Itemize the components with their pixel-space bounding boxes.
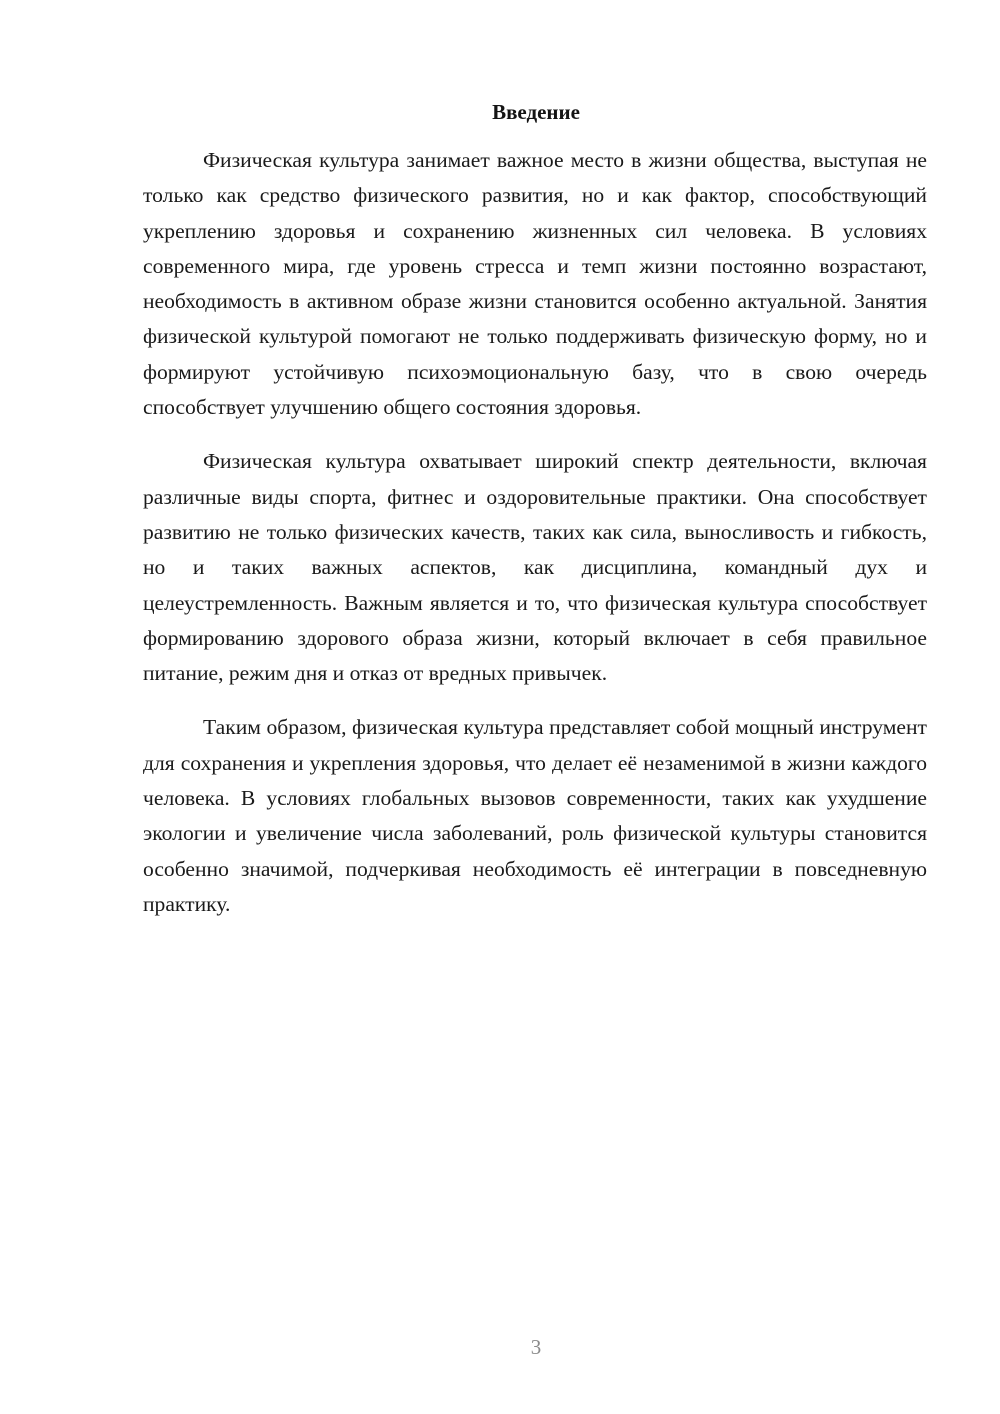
paragraph-3: Таким образом, физическая культура представляет собой мощный инструмент для сохранения и укрепления здоровья, что делает её незаменимой в жизни каждого человека. В условиях глобальных вызовов современности, таких как ухудшение экологии и увеличение числа заболеваний, роль физической культуры становится особенно значимой, подчеркивая необходимость её интеграции в повседневную практику. [143,715,927,916]
paragraph-1: Физическая культура занимает важное место в жизни общества, выступая не только как средство физического развития, но и как фактор, способствующий укреплению здоровья и сохранению жизненных сил человека. В условиях современного мира, где уровень стресса и темп жизни постоянно возрастают, необходимость в активном образе жизни становится особенно актуальной. Занятия физической культурой помогают не только поддерживать физическую форму, но и формируют устойчивую психоэмоциональную базу, что в свою очередь способствует улучшению общего состояния здоровья. [143,148,927,420]
body-text [143,143,927,941]
page-number: 3 [530,1335,542,1359]
paragraph-2: Физическая культура охватывает широкий спектр деятельности, включая различные виды спорта, фитнес и оздоровительные практики. Она способствует развитию не только физических качеств, таких как сила, выносливость и гибкость, но и таких важных аспектов, как дисциплина, командный дух и целеустремленность. Важным является и то, что физическая культура способствует формированию здорового образа жизни, который включает в себя правильное питание, режим дня и отказ от вредных привычек. [143,449,927,686]
section-heading: Введение [492,100,580,124]
